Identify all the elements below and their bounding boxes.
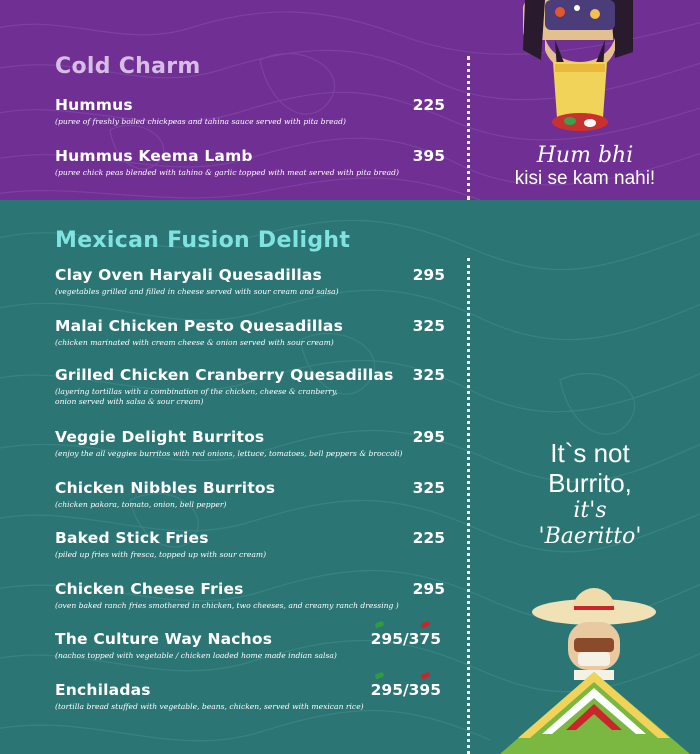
bottom-slogan-line1: It`s not <box>550 438 630 468</box>
mexican-section <box>0 200 700 754</box>
bottom-slogan-line2: Burrito, <box>548 468 632 498</box>
item-name: Baked Stick Fries <box>55 529 209 547</box>
bottom-divider <box>467 258 470 754</box>
top-slogan-line1: Hum bhi <box>536 143 634 168</box>
item-name: Hummus Keema Lamb <box>55 147 253 165</box>
item-name: Enchiladas <box>55 681 151 699</box>
bottom-slogan-line3: it's <box>573 498 607 523</box>
item-price: 295/375 <box>370 630 441 648</box>
cold-charm-section <box>0 0 700 200</box>
top-slogan-line2: kisi se kam nahi! <box>514 168 656 189</box>
top-divider <box>467 56 470 200</box>
item-price: 295 <box>412 580 445 598</box>
item-name: Malai Chicken Pesto Quesadillas <box>55 317 343 335</box>
item-description: (piled up fries with fresca, topped up with sour cream) <box>55 550 267 559</box>
item-price: 295/395 <box>370 681 441 699</box>
item-price: 295 <box>412 428 445 446</box>
item-description: (puree chick peas blended with tahino & garlic topped with meat served with pita bread) <box>55 168 399 177</box>
item-name: Grilled Chicken Cranberry Quesadillas <box>55 366 394 384</box>
item-price: 325 <box>412 479 445 497</box>
item-price: 225 <box>412 529 445 547</box>
item-name: The Culture Way Nachos <box>55 630 273 648</box>
item-price: 395 <box>412 147 445 165</box>
item-price: 325 <box>412 317 445 335</box>
item-description: (nachos topped with vegetable / chicken loaded home made indian salsa) <box>55 651 337 660</box>
item-description: (chicken marinated with cream cheese & onion served with sour cream) <box>55 338 334 347</box>
item-name: Chicken Cheese Fries <box>55 580 244 598</box>
item-name: Hummus <box>55 96 133 114</box>
sombrero-man-illustration <box>490 588 700 754</box>
item-price: 325 <box>412 366 445 384</box>
item-name: Clay Oven Haryali Quesadillas <box>55 266 322 284</box>
item-price: 225 <box>412 96 445 114</box>
girl-burrito-illustration <box>515 0 645 140</box>
bottom-slogan-line4: 'Baeritto' <box>538 524 642 549</box>
item-description: (chicken pakora, tomato, onion, bell pepper) <box>55 500 227 509</box>
item-name: Veggie Delight Burritos <box>55 428 265 446</box>
item-price: 295 <box>412 266 445 284</box>
item-description: (oven baked ranch fries smothered in chicken, two cheeses, and creamy ranch dressing ) <box>55 601 399 610</box>
item-description: (tortilla bread stuffed with vegetable, beans, chicken, served with mexican rice) <box>55 702 364 711</box>
item-description: (layering tortillas with a combination of the chicken, cheese & cranberry, onion served with salsa & sour cream) <box>55 387 338 406</box>
item-name: Chicken Nibbles Burritos <box>55 479 276 497</box>
item-description: (vegetables grilled and filled in cheese served with sour cream and salsa) <box>55 287 339 296</box>
item-description: (enjoy the all veggies burritos with red onions, lettuce, tomatoes, bell peppers & broccoli) <box>55 449 403 458</box>
cold-charm-title: Cold Charm <box>55 54 201 79</box>
top-slogan <box>505 144 665 190</box>
mexican-title: Mexican Fusion Delight <box>55 228 351 253</box>
item-description: (puree of freshly boiled chickpeas and tahina sauce served with pita bread) <box>55 117 346 126</box>
bottom-slogan <box>515 438 665 550</box>
